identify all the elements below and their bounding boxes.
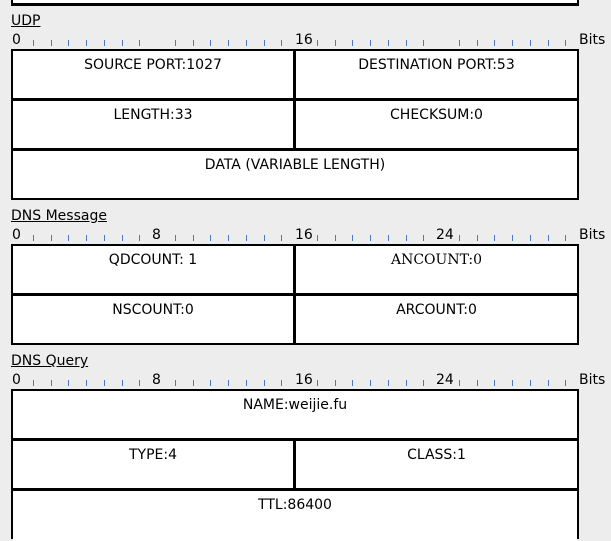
ruler-tick: [193, 40, 194, 46]
ruler-tick: [33, 40, 34, 46]
ruler-label-24: 24: [436, 227, 454, 243]
ruler-tick: [264, 40, 265, 46]
ruler-tick: [406, 380, 407, 386]
ruler-tick: [281, 380, 282, 386]
ruler-label-16: 16: [295, 372, 313, 388]
ruler-tick: [86, 380, 87, 386]
ruler-unit-label: Bits: [579, 227, 606, 243]
ruler-tick: [494, 235, 495, 241]
ruler-tick: [335, 380, 336, 386]
ruler-tick: [423, 235, 424, 241]
ruler-tick: [548, 235, 549, 241]
ruler-tick: [139, 380, 140, 386]
udp-destination-port-field: DESTINATION PORT:53: [296, 51, 577, 101]
ruler-tick: [370, 235, 371, 241]
ruler-tick: [565, 40, 566, 46]
ruler-tick: [228, 235, 229, 241]
ruler-tick: [317, 380, 318, 386]
ruler-tick: [406, 235, 407, 241]
udp-length-field: LENGTH:33: [13, 101, 296, 151]
ruler-tick: [317, 235, 318, 241]
ruler-tick: [530, 235, 531, 241]
ruler-tick: [246, 380, 247, 386]
ruler-tick: [352, 40, 353, 46]
dns-query-section-title: DNS Query: [11, 353, 89, 369]
udp-data-field: DATA (VARIABLE LENGTH): [13, 151, 577, 198]
ruler-unit-label: Bits: [579, 32, 606, 48]
ruler-tick: [494, 380, 495, 386]
ruler-label-0: 0: [12, 372, 21, 388]
ruler-tick: [122, 40, 123, 46]
dns-query-ttl-field: TTL:86400: [13, 491, 577, 541]
ruler-tick: [33, 235, 34, 241]
ruler-tick: [406, 40, 407, 46]
ruler-tick: [477, 40, 478, 46]
ruler-tick: [530, 380, 531, 386]
ruler-tick: [104, 40, 105, 46]
ruler-tick: [246, 40, 247, 46]
ruler-tick: [33, 380, 34, 386]
udp-bit-ruler: [11, 32, 611, 48]
ruler-tick: [370, 380, 371, 386]
dns-query-bit-ruler: [11, 372, 611, 388]
ruler-tick: [175, 235, 176, 241]
ruler-tick: [459, 380, 460, 386]
ruler-tick: [388, 40, 389, 46]
ruler-tick: [175, 380, 176, 386]
ruler-label-0: 0: [12, 32, 21, 48]
ruler-tick: [210, 235, 211, 241]
dns-ancount-field: ANCOUNT:0: [296, 246, 577, 296]
dns-query-class-field: CLASS:1: [296, 441, 577, 491]
ruler-tick: [68, 380, 69, 386]
previous-section-box: [11, 0, 579, 6]
ruler-tick: [335, 235, 336, 241]
dns-query-box: [11, 389, 579, 539]
ruler-tick: [370, 40, 371, 46]
ruler-tick: [548, 40, 549, 46]
ruler-tick: [264, 380, 265, 386]
udp-checksum-field: CHECKSUM:0: [296, 101, 577, 151]
ruler-tick: [565, 380, 566, 386]
ruler-tick: [210, 380, 211, 386]
dns-query-name-field: NAME:weijie.fu: [13, 391, 577, 441]
ruler-tick: [68, 40, 69, 46]
ruler-label-8: 8: [152, 227, 161, 243]
ruler-tick: [477, 235, 478, 241]
ruler-tick: [317, 40, 318, 46]
ruler-label-0: 0: [12, 227, 21, 243]
ruler-label-16: 16: [295, 32, 313, 48]
ruler-tick: [210, 40, 211, 46]
ruler-tick: [228, 380, 229, 386]
ruler-tick: [512, 380, 513, 386]
ruler-tick: [477, 380, 478, 386]
ruler-tick: [459, 235, 460, 241]
ruler-tick: [494, 40, 495, 46]
ruler-tick: [139, 235, 140, 241]
udp-header-box: [11, 49, 579, 200]
ruler-tick: [548, 380, 549, 386]
dns-message-bit-ruler: [11, 227, 611, 243]
udp-source-port-field: SOURCE PORT:1027: [13, 51, 296, 101]
ruler-tick: [281, 235, 282, 241]
ruler-tick: [68, 235, 69, 241]
ruler-tick: [565, 235, 566, 241]
ruler-tick: [512, 235, 513, 241]
udp-section-title: UDP: [11, 13, 41, 29]
ruler-tick: [139, 40, 140, 46]
ruler-tick: [335, 40, 336, 46]
ruler-tick: [175, 40, 176, 46]
dns-nscount-field: NSCOUNT:0: [13, 296, 296, 343]
ruler-tick: [193, 380, 194, 386]
ruler-tick: [530, 40, 531, 46]
ruler-tick: [51, 380, 52, 386]
ruler-label-16: 16: [295, 227, 313, 243]
ruler-tick: [352, 235, 353, 241]
dns-arcount-field: ARCOUNT:0: [296, 296, 577, 343]
ruler-tick: [388, 235, 389, 241]
ruler-tick: [86, 235, 87, 241]
ruler-tick: [512, 40, 513, 46]
ruler-tick: [51, 40, 52, 46]
ruler-tick: [352, 380, 353, 386]
ruler-tick: [122, 380, 123, 386]
ruler-unit-label: Bits: [579, 372, 606, 388]
ruler-tick: [423, 380, 424, 386]
dns-qdcount-field: QDCOUNT: 1: [13, 246, 296, 296]
ruler-tick: [86, 40, 87, 46]
dns-query-type-field: TYPE:4: [13, 441, 296, 491]
dns-message-header-box: [11, 244, 579, 345]
ruler-tick: [246, 235, 247, 241]
ruler-tick: [51, 235, 52, 241]
ruler-tick: [281, 40, 282, 46]
ruler-tick: [228, 40, 229, 46]
ruler-tick: [104, 380, 105, 386]
ruler-label-8: 8: [152, 372, 161, 388]
ruler-tick: [104, 235, 105, 241]
ruler-tick: [264, 235, 265, 241]
ruler-tick: [423, 40, 424, 46]
dns-message-section-title: DNS Message: [11, 208, 107, 224]
ruler-tick: [459, 40, 460, 46]
ruler-label-24: 24: [436, 372, 454, 388]
ruler-tick: [122, 235, 123, 241]
ruler-tick: [388, 380, 389, 386]
ruler-tick: [193, 235, 194, 241]
